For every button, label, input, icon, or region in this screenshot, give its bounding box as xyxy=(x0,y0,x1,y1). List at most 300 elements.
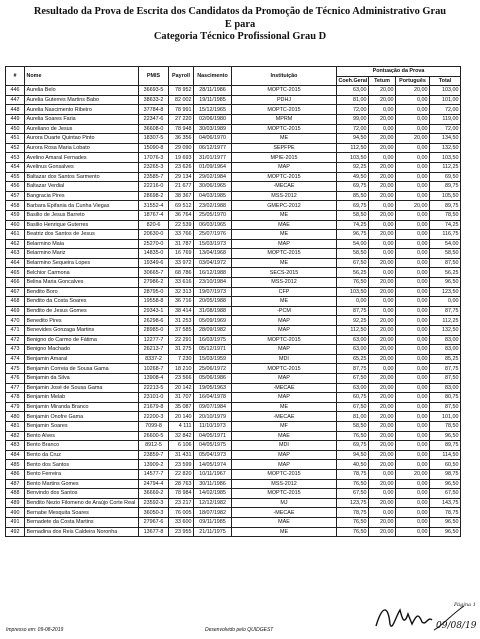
table-cell: 469 xyxy=(6,306,25,316)
table-row xyxy=(6,278,461,288)
table-cell: MAP xyxy=(232,316,337,326)
table-cell: 30/03/1989 xyxy=(194,124,232,134)
table-cell: GMEPC-2012 xyxy=(232,201,337,211)
table-cell: 23592-3 xyxy=(139,498,169,508)
table-cell: 450 xyxy=(6,124,25,134)
table-cell: 72,00 xyxy=(430,124,461,134)
table-cell: 0,00 xyxy=(396,220,430,230)
table-cell: 22200-3 xyxy=(139,412,169,422)
table-cell: MOPTC-2015 xyxy=(232,364,337,374)
table-cell: 78,75 xyxy=(337,508,369,518)
table-cell: Belarmino Sequeira Lopes xyxy=(25,258,139,268)
table-cell: 04/03/1985 xyxy=(194,191,232,201)
table-cell: Aurelia Guterres Martins Babo xyxy=(25,95,139,105)
table-cell: 119,00 xyxy=(430,114,461,124)
table-cell: 489 xyxy=(6,498,25,508)
table-cell: 8912-5 xyxy=(139,441,169,451)
table-cell: MF xyxy=(232,421,337,431)
table-cell: 0,00 xyxy=(396,297,430,307)
table-cell: 19558-8 xyxy=(139,297,169,307)
table-cell: Barbara Epifania da Cunha Viegas xyxy=(25,201,139,211)
table-cell: 56,25 xyxy=(430,268,461,278)
table-cell: 23/02/1988 xyxy=(194,201,232,211)
table-cell: 0,00 xyxy=(369,249,396,259)
table-cell: 78 948 xyxy=(169,124,194,134)
table-cell: 33 600 xyxy=(169,517,194,527)
table-cell: Aurora Rosa Maria Lobato xyxy=(25,143,139,153)
table-cell: 112,50 xyxy=(337,326,369,336)
table-cell: 476 xyxy=(6,374,25,384)
table-row xyxy=(6,239,461,249)
table-cell: 82 002 xyxy=(169,95,194,105)
table-cell: Benjamin Miranda Branco xyxy=(25,402,139,412)
table-cell: 480 xyxy=(6,412,25,422)
table-cell: ME xyxy=(232,210,337,220)
table-cell: MAP xyxy=(232,393,337,403)
table-cell: 458 xyxy=(6,201,25,211)
table-cell: 452 xyxy=(6,143,25,153)
table-cell: 0,00 xyxy=(396,191,430,201)
table-cell: 89,75 xyxy=(430,441,461,451)
table-cell: 85,50 xyxy=(337,191,369,201)
table-cell: MOPTC-2015 xyxy=(232,335,337,345)
table-cell: 67,50 xyxy=(430,489,461,499)
table-cell: 0,00 xyxy=(396,95,430,105)
table-cell: -MECAE xyxy=(232,383,337,393)
table-cell: 36 356 xyxy=(169,134,194,144)
table-cell: 28698-2 xyxy=(139,191,169,201)
table-row xyxy=(6,431,461,441)
table-cell: 76,50 xyxy=(337,479,369,489)
table-cell: 67,50 xyxy=(337,489,369,499)
table-cell: 20,00 xyxy=(369,412,396,422)
table-cell: 74,25 xyxy=(337,220,369,230)
table-cell: 461 xyxy=(6,230,25,240)
table-cell: Bento da Cruz xyxy=(25,450,139,460)
table-cell: Benjamin José de Sousa Gama xyxy=(25,383,139,393)
table-cell: 12277-7 xyxy=(139,335,169,345)
table-cell: Belchior Carmona xyxy=(25,268,139,278)
table-cell: 96,50 xyxy=(430,479,461,489)
table-cell: 89,75 xyxy=(430,182,461,192)
table-cell: Bendito da Costa Soares xyxy=(25,297,139,307)
table-cell: 123,75 xyxy=(337,498,369,508)
table-cell: 31552-4 xyxy=(139,201,169,211)
table-cell: Benigno do Carmo de Fátima xyxy=(25,335,139,345)
col-header-index: # xyxy=(6,67,25,86)
table-cell: -MECAE xyxy=(232,412,337,422)
table-cell: 20,00 xyxy=(369,162,396,172)
table-cell: 0,00 xyxy=(369,469,396,479)
table-cell: 0,00 xyxy=(369,364,396,374)
table-cell: 49,50 xyxy=(337,172,369,182)
table-cell: 470 xyxy=(6,316,25,326)
table-cell: 99,00 xyxy=(337,114,369,124)
table-cell: 22 291 xyxy=(169,335,194,345)
table-cell: 65,25 xyxy=(337,354,369,364)
table-cell: 453 xyxy=(6,153,25,163)
table-cell: 132,50 xyxy=(430,143,461,153)
table-cell: 96,50 xyxy=(430,278,461,288)
table-row xyxy=(6,421,461,431)
table-cell: 0,00 xyxy=(396,431,430,441)
table-cell: -MECAE xyxy=(232,508,337,518)
table-cell: 87,50 xyxy=(430,374,461,384)
table-cell: Bento Alves xyxy=(25,431,139,441)
table-cell: 0,00 xyxy=(396,172,430,182)
table-cell: 20,00 xyxy=(369,86,396,96)
table-cell: 451 xyxy=(6,134,25,144)
table-cell: 0,00 xyxy=(396,460,430,470)
table-cell: 0,00 xyxy=(396,124,430,134)
table-cell: 29 134 xyxy=(169,172,194,182)
table-cell: 28/09/1982 xyxy=(194,326,232,336)
col-header-birth: Nascimento xyxy=(194,67,232,86)
table-cell: 81,00 xyxy=(337,412,369,422)
table-row xyxy=(6,383,461,393)
table-cell: 20/05/1988 xyxy=(194,297,232,307)
table-cell: 31 707 xyxy=(169,393,194,403)
table-cell: 20,00 xyxy=(396,86,430,96)
table-cell: 0,00 xyxy=(369,201,396,211)
table-cell: 89,75 xyxy=(430,201,461,211)
table-cell: 15/12/1965 xyxy=(194,105,232,115)
table-cell: 76,50 xyxy=(337,517,369,527)
table-row xyxy=(6,345,461,355)
table-cell: 0,00 xyxy=(396,479,430,489)
table-cell: 484 xyxy=(6,450,25,460)
table-row xyxy=(6,489,461,499)
table-cell: 38 414 xyxy=(169,306,194,316)
table-cell: 29343-1 xyxy=(139,306,169,316)
table-cell: 105,50 xyxy=(430,191,461,201)
table-cell: 72,00 xyxy=(337,105,369,115)
table-cell: 820-6 xyxy=(139,220,169,230)
table-cell: SEPFPE xyxy=(232,143,337,153)
table-cell: 116,75 xyxy=(430,230,461,240)
table-cell: Bento Ferreira xyxy=(25,469,139,479)
table-cell: 63,00 xyxy=(337,86,369,96)
table-cell: 112,25 xyxy=(430,316,461,326)
table-cell: 60,75 xyxy=(337,393,369,403)
table-cell: 58,50 xyxy=(430,249,461,259)
table-cell: 0,00 xyxy=(396,287,430,297)
table-cell: Aurelia Nascimento Ribeiro xyxy=(25,105,139,115)
table-cell: 112,50 xyxy=(337,143,369,153)
table-cell: 464 xyxy=(6,258,25,268)
table-cell: 31 787 xyxy=(169,239,194,249)
table-cell: 0,00 xyxy=(396,143,430,153)
table-cell: 26298-6 xyxy=(139,316,169,326)
table-cell: MPRM xyxy=(232,114,337,124)
table-row xyxy=(6,326,461,336)
table-cell: 20,00 xyxy=(396,134,430,144)
table-row xyxy=(6,527,461,537)
table-cell: 23 955 xyxy=(169,527,194,537)
table-cell: MAP xyxy=(232,345,337,355)
table-cell: 13908-4 xyxy=(139,374,169,384)
table-cell: 74,25 xyxy=(430,220,461,230)
table-cell: 0,00 xyxy=(396,498,430,508)
table-cell: 483 xyxy=(6,441,25,451)
table-cell: 491 xyxy=(6,517,25,527)
table-cell: 21/11/1975 xyxy=(194,527,232,537)
col-header-tetum: Tetum xyxy=(369,76,396,86)
table-cell: 23101-0 xyxy=(139,393,169,403)
table-cell: 0,00 xyxy=(396,306,430,316)
table-cell: 05/09/1969 xyxy=(194,316,232,326)
table-cell: 486 xyxy=(6,469,25,479)
table-cell: 20,00 xyxy=(369,230,396,240)
table-cell: 0,00 xyxy=(396,258,430,268)
table-cell: 473 xyxy=(6,345,25,355)
table-cell: MOPTC-2015 xyxy=(232,86,337,96)
table-cell: 0,00 xyxy=(396,335,430,345)
table-cell: 60,50 xyxy=(430,460,461,470)
table-cell: 23 566 xyxy=(169,374,194,384)
table-cell: 10/11/1967 xyxy=(194,469,232,479)
table-cell: Aurelia Soares Faria xyxy=(25,114,139,124)
table-cell: 20,00 xyxy=(369,335,396,345)
table-row xyxy=(6,498,461,508)
table-row xyxy=(6,201,461,211)
table-cell: 15090-8 xyxy=(139,143,169,153)
table-cell: MAP xyxy=(232,450,337,460)
table-cell: 87,75 xyxy=(337,306,369,316)
table-cell: 29 090 xyxy=(169,143,194,153)
table-cell: 132,50 xyxy=(430,326,461,336)
table-cell: MOPTC-2015 xyxy=(232,469,337,479)
table-row xyxy=(6,182,461,192)
table-cell: 20,00 xyxy=(369,441,396,451)
table-cell: MOPTC-2015 xyxy=(232,124,337,134)
table-row xyxy=(6,172,461,182)
table-cell: 103,50 xyxy=(430,153,461,163)
table-cell: 87,75 xyxy=(430,364,461,374)
table-cell: 0,00 xyxy=(369,153,396,163)
table-cell: 0,00 xyxy=(396,162,430,172)
table-cell: Benevides Gonzaga Martins xyxy=(25,326,139,336)
table-cell: 0,00 xyxy=(396,114,430,124)
table-cell: 475 xyxy=(6,364,25,374)
table-row xyxy=(6,105,461,115)
table-row xyxy=(6,508,461,518)
table-cell: 58,50 xyxy=(337,210,369,220)
table-cell: ME xyxy=(232,527,337,537)
table-cell: 0,00 xyxy=(396,182,430,192)
table-cell: 38 367 xyxy=(169,191,194,201)
table-cell: 0,00 xyxy=(396,412,430,422)
table-cell: 0,00 xyxy=(369,220,396,230)
table-cell: Benedito Pires xyxy=(25,316,139,326)
table-cell: 30665-7 xyxy=(139,268,169,278)
table-cell: 11/10/1973 xyxy=(194,421,232,431)
col-header-portuguese: Português xyxy=(396,76,430,86)
table-cell: 492 xyxy=(6,527,25,537)
table-cell: 28795-0 xyxy=(139,287,169,297)
table-cell: MSS-2012 xyxy=(232,191,337,201)
table-cell: 18767-4 xyxy=(139,210,169,220)
table-cell: 23 217 xyxy=(169,498,194,508)
table-cell: Avelinus Gonsalves xyxy=(25,162,139,172)
table-cell: 0,00 xyxy=(369,508,396,518)
table-cell: 20,00 xyxy=(369,479,396,489)
table-cell: 0,00 xyxy=(396,153,430,163)
table-cell: 69 512 xyxy=(169,201,194,211)
table-row xyxy=(6,268,461,278)
table-row xyxy=(6,469,461,479)
table-cell: 21 677 xyxy=(169,182,194,192)
table-cell: 69,50 xyxy=(430,172,461,182)
table-cell: 37 585 xyxy=(169,326,194,336)
table-cell: 78,75 xyxy=(430,508,461,518)
table-cell: Bernabe Mesquita Soares xyxy=(25,508,139,518)
table-cell: 22 820 xyxy=(169,469,194,479)
table-cell: 30/11/1986 xyxy=(194,479,232,489)
table-cell: 54,00 xyxy=(430,239,461,249)
table-cell: 35 087 xyxy=(169,402,194,412)
table-cell: 101,00 xyxy=(430,412,461,422)
table-cell: 09/11/1985 xyxy=(194,517,232,527)
table-cell: 14835-0 xyxy=(139,249,169,259)
table-row xyxy=(6,517,461,527)
table-cell: 63,00 xyxy=(337,383,369,393)
table-cell: 20,00 xyxy=(369,316,396,326)
table-cell: 20,00 xyxy=(369,517,396,527)
table-cell: 25/07/1976 xyxy=(194,230,232,240)
table-cell: 22216-0 xyxy=(139,182,169,192)
table-cell: Basilio de Jesus Barreto xyxy=(25,210,139,220)
table-cell: 58,50 xyxy=(337,421,369,431)
table-cell: 14577-7 xyxy=(139,469,169,479)
developer-credit: Desenvolvido pelo QUIDGEST xyxy=(205,627,274,633)
table-cell: 04/06/1970 xyxy=(194,134,232,144)
table-cell: 23859-7 xyxy=(139,450,169,460)
table-cell: 0,00 xyxy=(396,508,430,518)
table-cell: 20,00 xyxy=(396,469,430,479)
table-row xyxy=(6,162,461,172)
table-cell: ME xyxy=(232,297,337,307)
table-cell: 15/03/1973 xyxy=(194,239,232,249)
table-row xyxy=(6,86,461,96)
page-number: Página 1 xyxy=(454,602,476,608)
table-cell: -PCM xyxy=(232,306,337,316)
table-cell: MAE xyxy=(232,431,337,441)
table-cell: 32 842 xyxy=(169,431,194,441)
table-cell: 0,00 xyxy=(396,393,430,403)
table-cell: 03/04/1972 xyxy=(194,258,232,268)
table-cell: 0,00 xyxy=(396,364,430,374)
table-cell: ME xyxy=(232,134,337,144)
table-row xyxy=(6,393,461,403)
table-cell: 0,00 xyxy=(396,383,430,393)
table-cell: 20,00 xyxy=(369,210,396,220)
table-cell: 76 005 xyxy=(169,508,194,518)
table-cell: Aurelia Belo xyxy=(25,86,139,96)
table-cell: MAP xyxy=(232,162,337,172)
table-cell: 456 xyxy=(6,182,25,192)
table-row xyxy=(6,153,461,163)
table-cell: 25270-0 xyxy=(139,239,169,249)
table-cell: 96,75 xyxy=(337,230,369,240)
table-cell: 69,75 xyxy=(337,201,369,211)
table-cell: 20,00 xyxy=(369,431,396,441)
table-cell: 98,75 xyxy=(430,469,461,479)
table-cell: 448 xyxy=(6,105,25,115)
table-cell: 7 230 xyxy=(169,354,194,364)
table-cell: 479 xyxy=(6,402,25,412)
table-row xyxy=(6,479,461,489)
table-cell: 81,00 xyxy=(337,95,369,105)
table-cell: Aurora Duarte Quintao Pinto xyxy=(25,134,139,144)
table-cell: 20,00 xyxy=(369,258,396,268)
handwritten-signature xyxy=(372,596,477,636)
table-cell: Beatriz dos Santos de Jesus xyxy=(25,230,139,240)
table-cell: ME xyxy=(232,402,337,412)
table-cell: 20,00 xyxy=(369,383,396,393)
table-cell: 468 xyxy=(6,297,25,307)
table-cell: 83,00 xyxy=(430,383,461,393)
table-cell: 05/12/1971 xyxy=(194,345,232,355)
table-cell: 0,00 xyxy=(396,374,430,384)
table-cell: 20,00 xyxy=(369,287,396,297)
table-cell: 33 766 xyxy=(169,230,194,240)
table-row xyxy=(6,134,461,144)
table-row xyxy=(6,95,461,105)
table-cell: 02/06/1980 xyxy=(194,114,232,124)
table-cell: 0,00 xyxy=(396,278,430,288)
table-cell: 0,00 xyxy=(369,268,396,278)
table-cell: 67,50 xyxy=(337,402,369,412)
table-cell: 26213-7 xyxy=(139,345,169,355)
table-cell: MAE xyxy=(232,517,337,527)
table-cell: 78 991 xyxy=(169,105,194,115)
table-cell: 87,50 xyxy=(430,402,461,412)
table-cell: 0,00 xyxy=(430,297,461,307)
table-cell: Benvindo dos Santos xyxy=(25,489,139,499)
table-cell: 20,00 xyxy=(369,450,396,460)
table-cell: 20,00 xyxy=(369,114,396,124)
table-cell: 0,00 xyxy=(396,345,430,355)
table-cell: 20,00 xyxy=(369,460,396,470)
table-cell: 28 763 xyxy=(169,479,194,489)
table-cell: 13/04/1968 xyxy=(194,249,232,259)
table-cell: 58,50 xyxy=(337,249,369,259)
table-cell: 20,00 xyxy=(369,172,396,182)
table-cell: 477 xyxy=(6,383,25,393)
table-cell: 488 xyxy=(6,489,25,499)
table-cell: 20,00 xyxy=(369,95,396,105)
table-cell: ME xyxy=(232,230,337,240)
table-cell: 78,75 xyxy=(337,469,369,479)
table-cell: 7099-8 xyxy=(139,421,169,431)
table-row xyxy=(6,460,461,470)
table-cell: 4 111 xyxy=(169,421,194,431)
table-cell: 19349-6 xyxy=(139,258,169,268)
table-cell: 123,50 xyxy=(430,287,461,297)
table-cell: 54,00 xyxy=(337,239,369,249)
table-cell: 20,00 xyxy=(369,527,396,537)
table-cell: 16/03/1975 xyxy=(194,335,232,345)
table-cell: 20,00 xyxy=(369,374,396,384)
table-cell: 04/05/1971 xyxy=(194,431,232,441)
table-cell: 20,00 xyxy=(369,402,396,412)
table-cell: MAP xyxy=(232,326,337,336)
table-cell: 20/10/1979 xyxy=(194,412,232,422)
table-cell: 20,00 xyxy=(369,326,396,336)
table-row xyxy=(6,374,461,384)
results-table-body xyxy=(6,86,461,537)
